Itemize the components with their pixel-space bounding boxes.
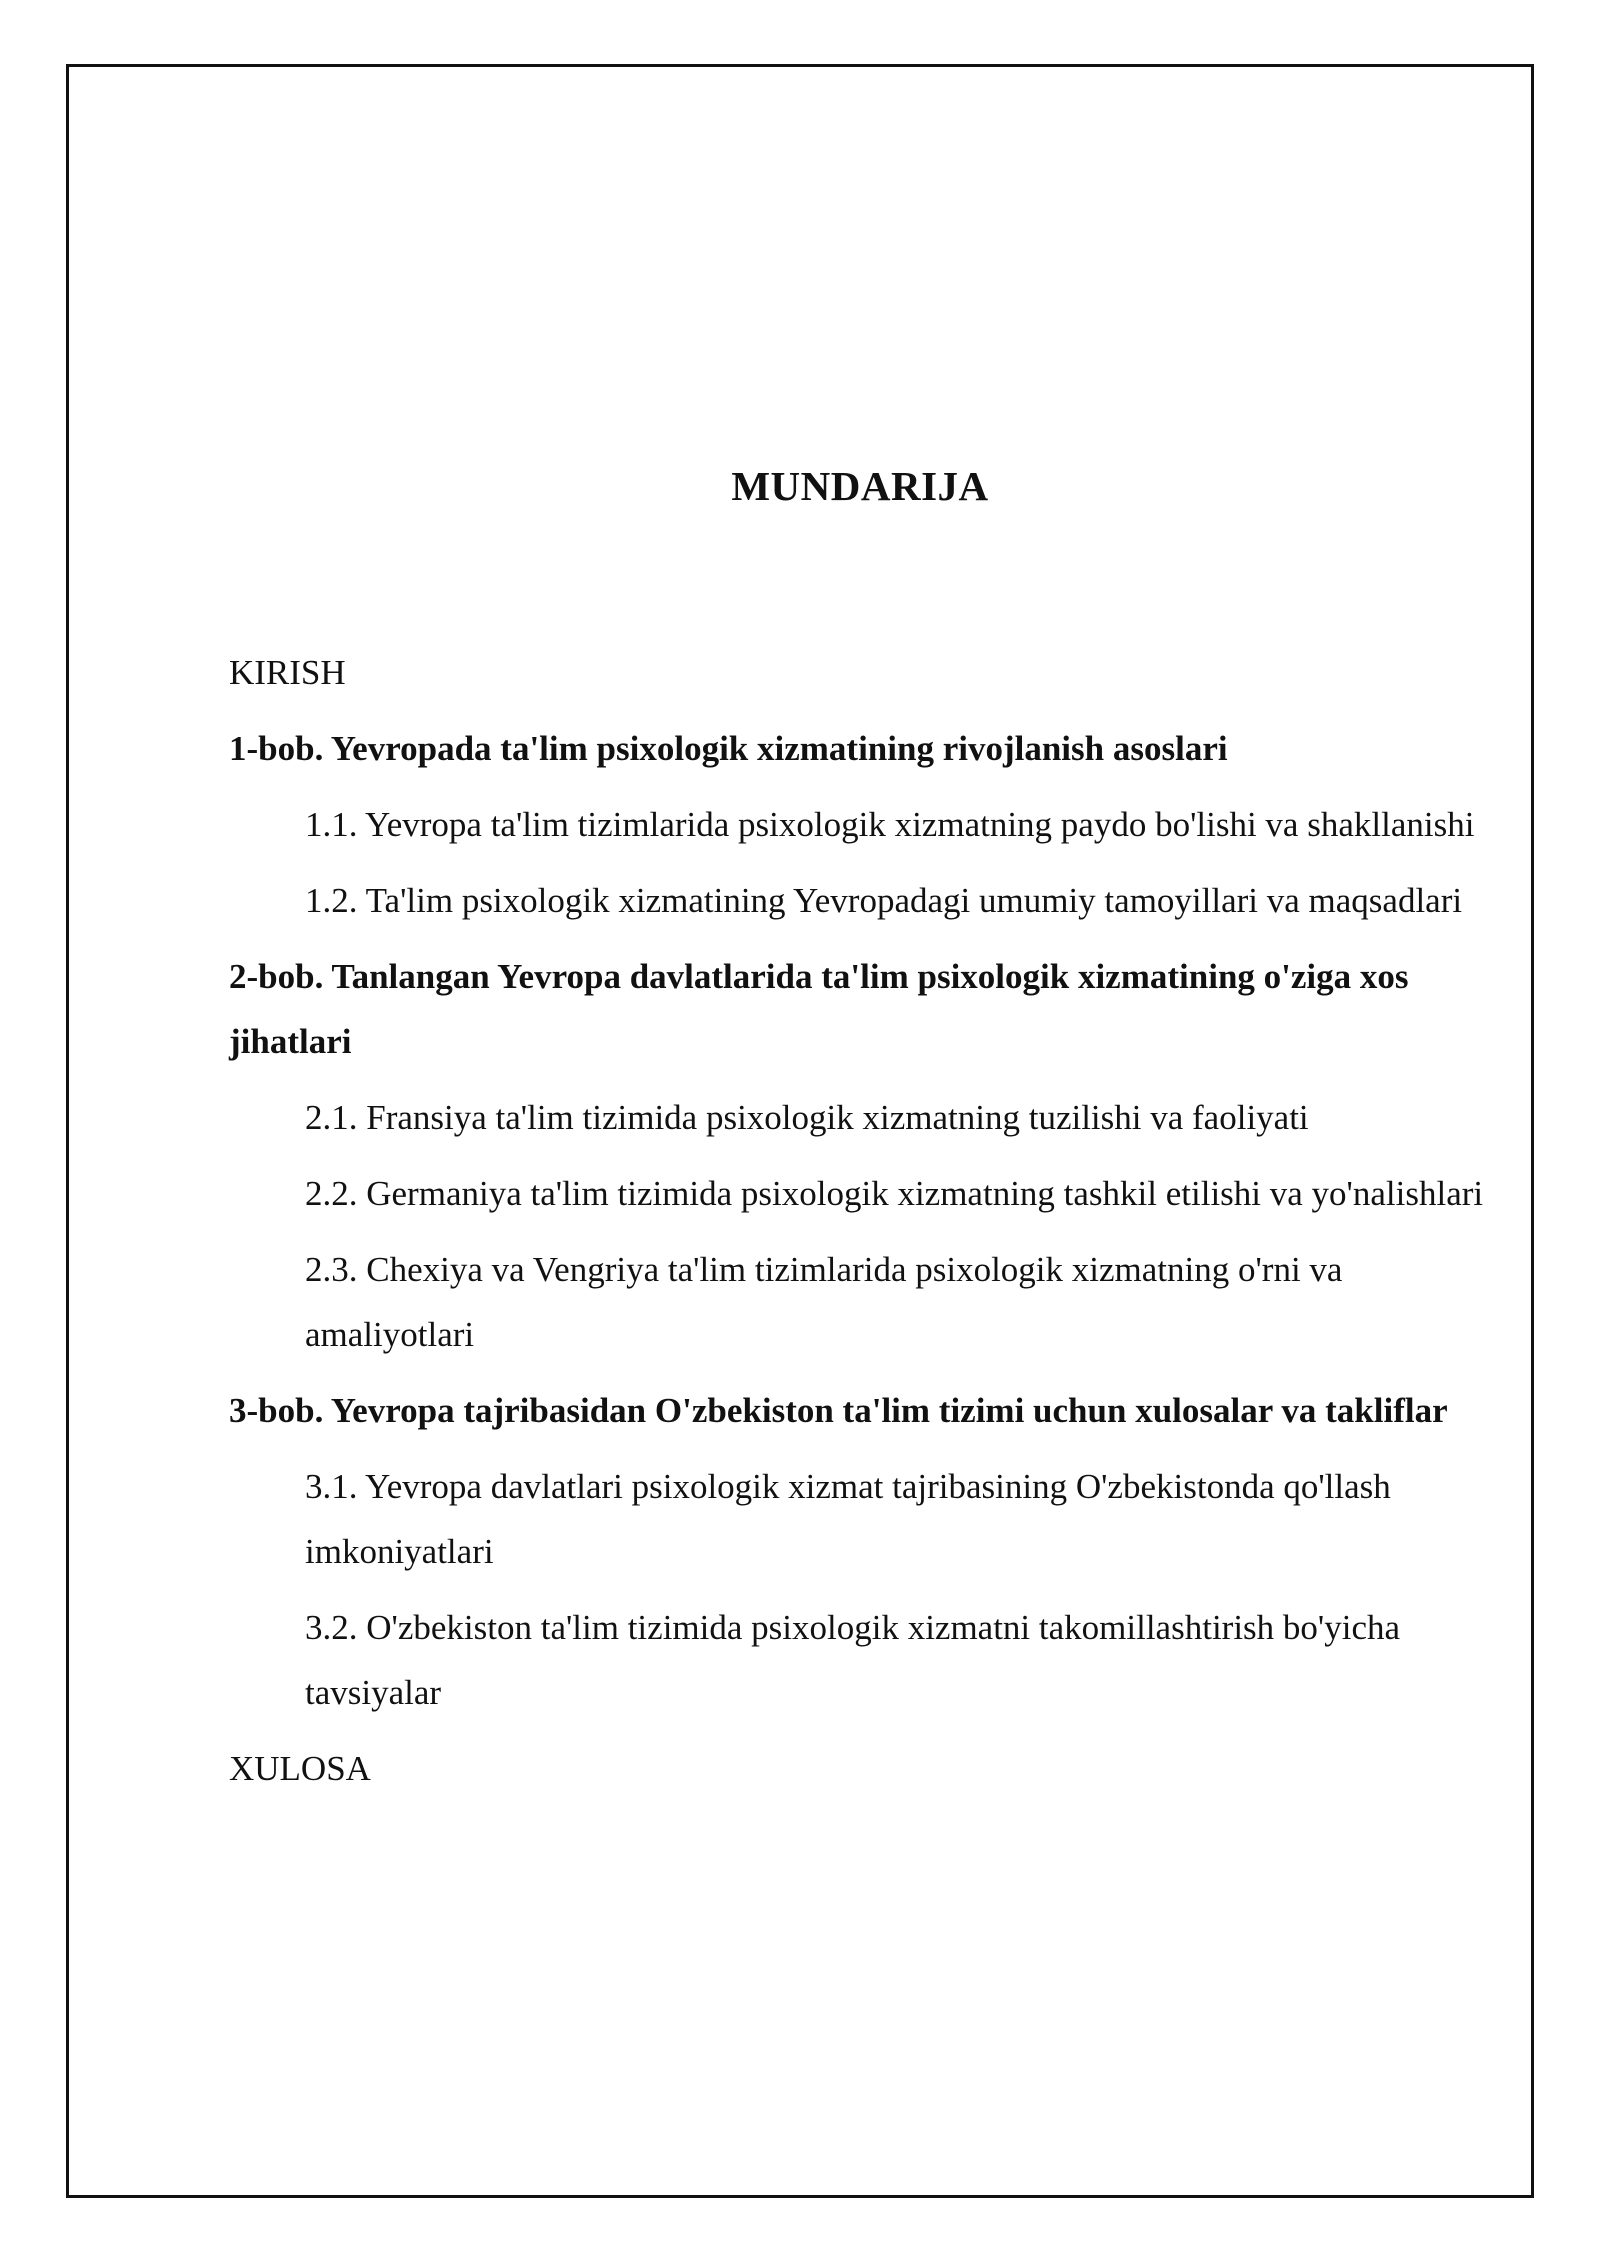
page-title: MUNDARIJA (731, 463, 989, 509)
toc-chapter-1: 1-bob. Yevropada ta'lim psixologik xizmatining rivojlanish asoslari (229, 729, 1228, 768)
toc-section-1-1: 1.1. Yevropa ta'lim tizimlarida psixologik xizmatning paydo bo'lishi va shakllanishi (305, 805, 1475, 844)
toc-introduction: KIRISH (229, 653, 346, 692)
toc-chapter-3: 3-bob. Yevropa tajribasidan O'zbekiston ta'lim tizimi uchun xulosalar va takliflar (229, 1391, 1448, 1430)
toc-chapter-2: 2-bob. Tanlangan Yevropa davlatlarida ta'lim psixologik xizmatining o'ziga xos jihatlari (229, 957, 1409, 1061)
toc-section-3-1: 3.1. Yevropa davlatlari psixologik xizmat tajribasining O'zbekistonda qo'llash imkoniyatlari (305, 1467, 1391, 1571)
toc-conclusion: XULOSA (229, 1749, 371, 1788)
toc-section-2-3: 2.3. Chexiya va Vengriya ta'lim tizimlarida psixologik xizmatning o'rni va amaliyotlari (305, 1250, 1343, 1354)
toc-section-2-2: 2.2. Germaniya ta'lim tizimida psixologik xizmatning tashkil etilishi va yo'nalishlari (305, 1174, 1484, 1213)
toc-section-2-1: 2.1. Fransiya ta'lim tizimida psixologik xizmatning tuzilishi va faoliyati (305, 1098, 1309, 1137)
toc-section-1-2: 1.2. Ta'lim psixologik xizmatining Yevropadagi umumiy tamoyillari va maqsadlari (305, 881, 1463, 920)
table-of-contents (229, 640, 1499, 1812)
toc-section-3-2: 3.2. O'zbekiston ta'lim tizimida psixologik xizmatni takomillashtirish bo'yicha tavsiyalar (305, 1608, 1401, 1712)
